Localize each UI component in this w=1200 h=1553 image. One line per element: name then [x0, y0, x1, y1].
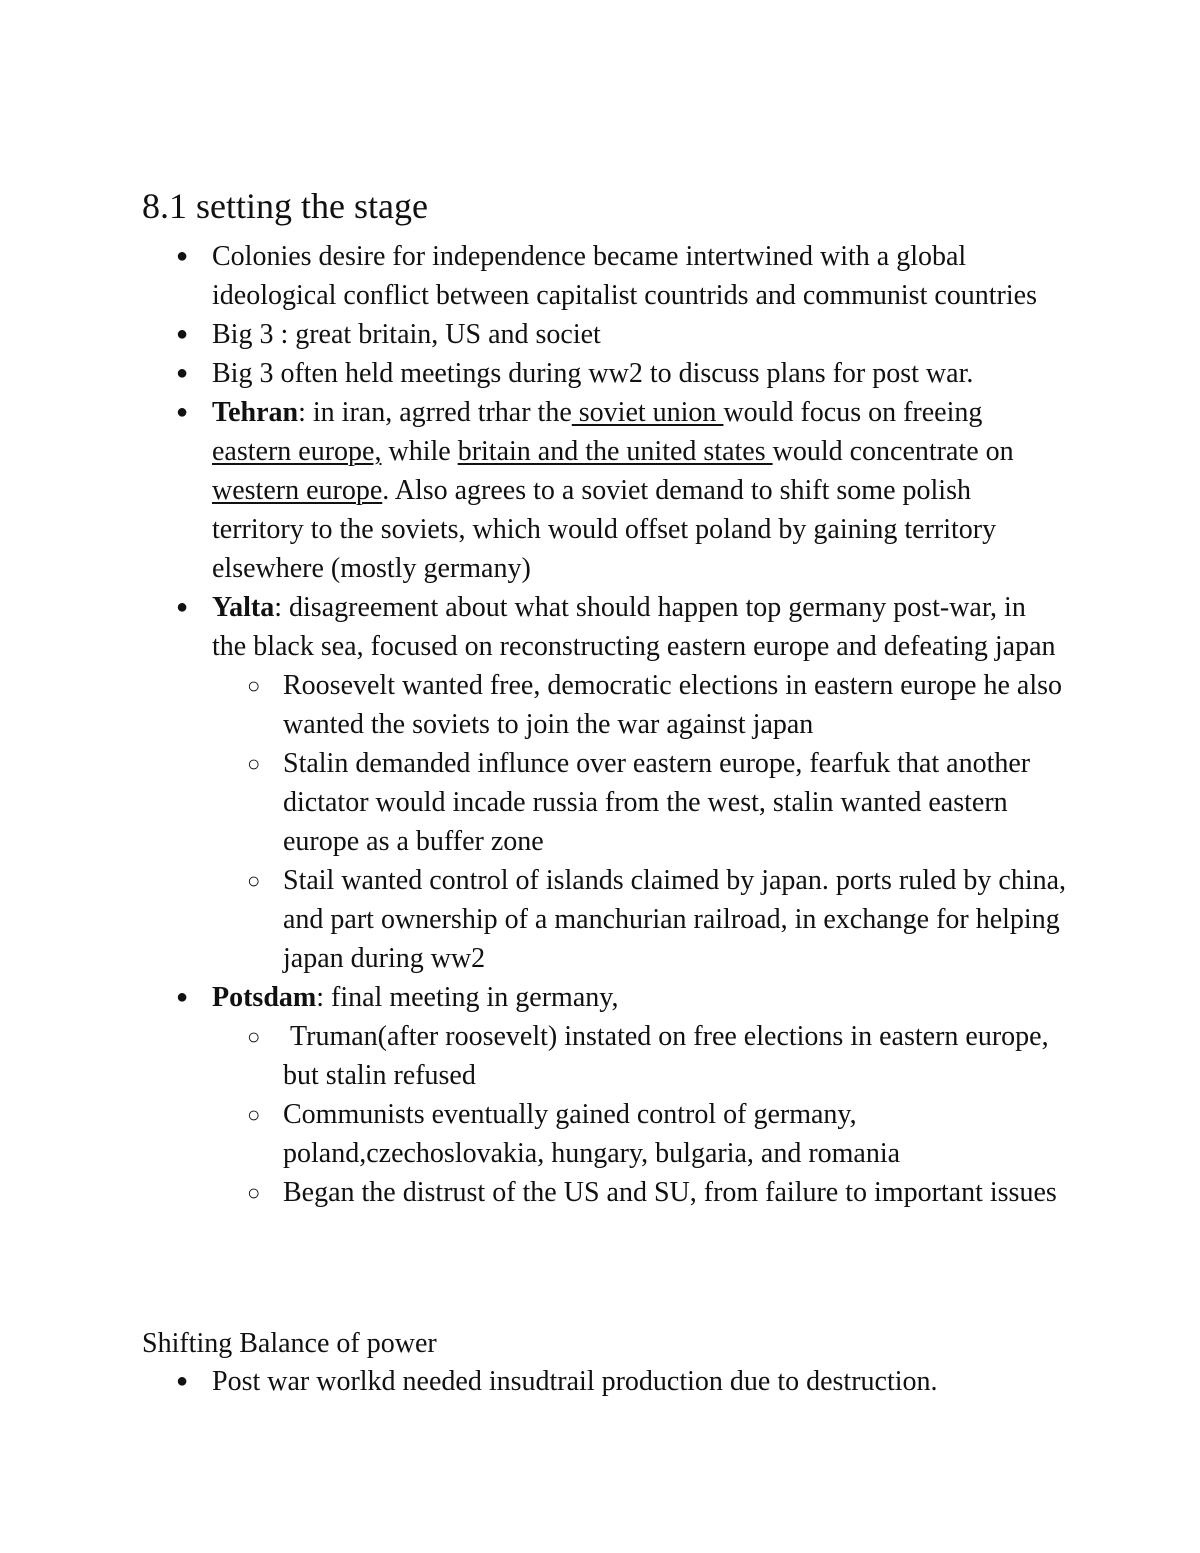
list-item: [176, 237, 1067, 315]
section-title: Shifting Balance of power: [142, 1328, 437, 1359]
sub-list-item-text: Truman(after roosevelt) instated on free elections in eastern europe, but stalin refused: [283, 1021, 1056, 1091]
bullet-icon: ●: [176, 323, 189, 345]
hollow-bullet-icon: ○: [247, 1102, 261, 1127]
tehran-text: . Also agrees to a soviet demand to shift some polish territory to the soviets, which would offset poland by gaining territory elsewhere (mostly germany): [212, 475, 997, 584]
list-item: [176, 1362, 1067, 1401]
hollow-bullet-icon: ○: [247, 673, 261, 698]
notes-list-2: [0, 1362, 1067, 1401]
list-item-potsdam: [176, 978, 1067, 1017]
sub-list-item: [247, 1017, 1068, 1095]
list-item-text: Post war worlkd needed insudtrail production due to destruction.: [212, 1366, 938, 1397]
underlined-soviet-union: soviet union: [571, 397, 724, 428]
term-potsdam: Potsdam: [212, 982, 317, 1013]
term-yalta: Yalta: [212, 592, 275, 623]
sub-list-item: [247, 744, 1068, 861]
sub-list-item-text: Communists eventually gained control of germany, poland,czechoslovakia, hungary, bulgaria, and romania: [283, 1099, 901, 1169]
sub-list-item-text: Stalin demanded influnce over eastern europe, fearfuk that another dictator would incade russia from the west, stalin wanted eastern europe as a buffer zone: [283, 748, 1031, 857]
hollow-bullet-icon: ○: [247, 751, 261, 776]
bullet-icon: ●: [176, 401, 189, 423]
tehran-text: : in iran, agrred trhar the: [298, 397, 572, 428]
bullet-icon: ●: [176, 1370, 189, 1392]
sub-list-item-text: Stail wanted control of islands claimed by japan. ports ruled by china, and part ownership of a manchurian railroad, in exchange for helping japan during ww2: [283, 865, 1067, 974]
sub-list-item: [247, 1095, 1068, 1173]
underlined-britain-us: britain and the united states: [457, 436, 773, 467]
sub-list-item-text: Began the distrust of the US and SU, from failure to important issues: [283, 1177, 1057, 1208]
bullet-icon: ●: [176, 362, 189, 384]
bullet-icon: ●: [176, 245, 189, 267]
bullet-icon: ●: [176, 596, 189, 618]
tehran-text: while: [381, 436, 458, 467]
hollow-bullet-icon: ○: [247, 1024, 261, 1049]
notes-list: [0, 237, 1068, 1212]
list-item: [176, 354, 1067, 393]
list-item-text: Colonies desire for independence became intertwined with a global ideological conflict between capitalist countrids and communist countries: [212, 241, 1037, 311]
potsdam-text: : final meeting in germany,: [316, 982, 619, 1013]
page-heading: 8.1 setting the stage: [142, 186, 428, 226]
sub-list-item: [247, 1173, 1068, 1212]
bullet-icon: ●: [176, 986, 189, 1008]
hollow-bullet-icon: ○: [247, 1180, 261, 1205]
list-item-yalta: [176, 588, 1067, 666]
sub-list-item: [247, 666, 1068, 744]
underlined-eastern-europe: eastern europe,: [212, 436, 382, 467]
tehran-text: would concentrate on: [772, 436, 1014, 467]
list-item: [176, 315, 1067, 354]
tehran-text: would focus on freeing: [723, 397, 983, 428]
list-item-text: Big 3 often held meetings during ww2 to discuss plans for post war.: [212, 358, 974, 389]
term-tehran: Tehran: [212, 397, 299, 428]
yalta-text: : disagreement about what should happen top germany post-war, in the black sea, focused on reconstructing eastern europe and defeating japan: [212, 592, 1056, 662]
underlined-western-europe: western europe: [212, 475, 383, 506]
sub-list-item: [247, 861, 1068, 978]
list-item-text: Big 3 : great britain, US and societ: [212, 319, 601, 350]
list-item-tehran: [176, 393, 1067, 588]
hollow-bullet-icon: ○: [247, 868, 261, 893]
sub-list-item-text: Roosevelt wanted free, democratic elections in eastern europe he also wanted the soviets to join the war against japan: [283, 670, 1063, 740]
